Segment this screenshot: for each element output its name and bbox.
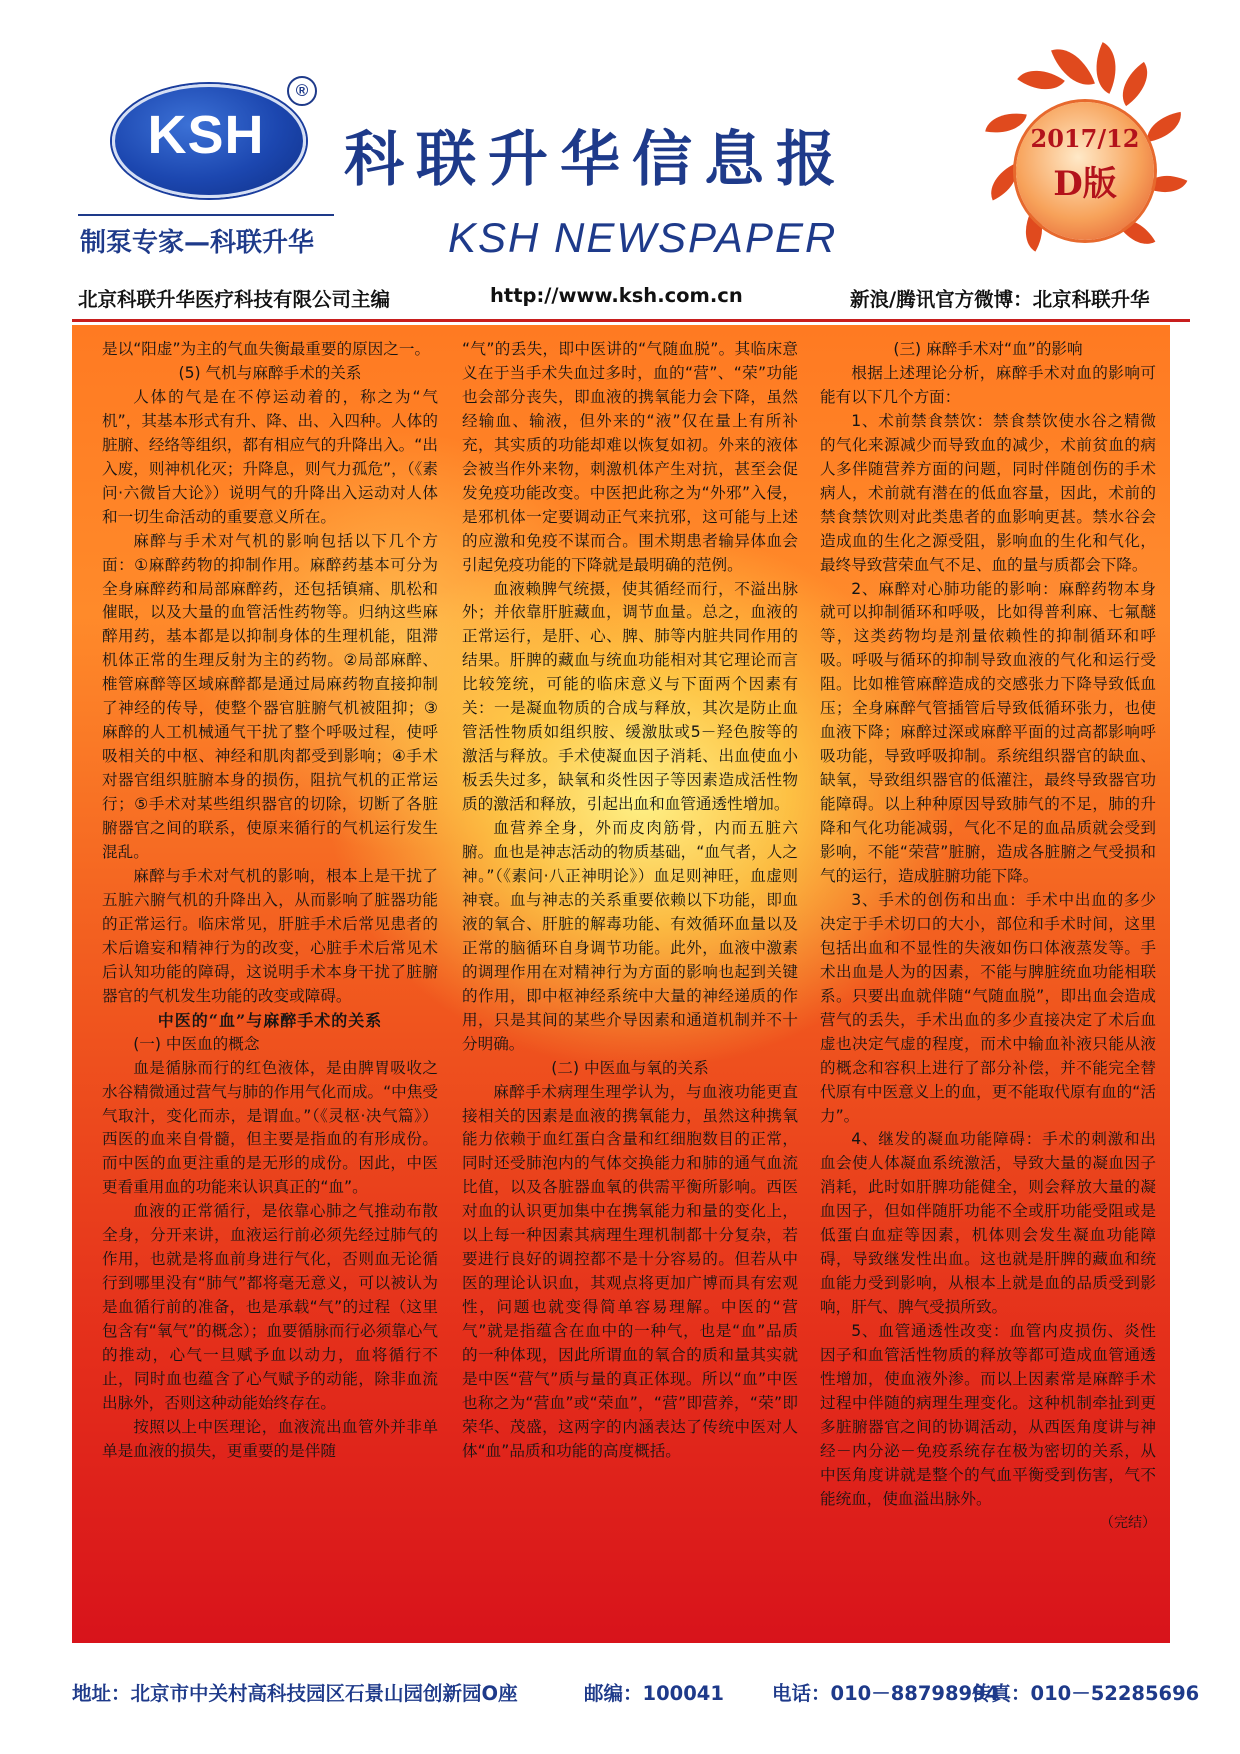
paragraph: “气”的丢失，即中医讲的“气随血脱”。其临床意义在于当手术失血过多时，血的“营”、“荣”功能也会部分丧失，即血液的携氧能力会下降，虽然经输血、输液，但外来的“液”仅在量上有所补充，其实质的功能却难以恢复如初。外来的液体会被当作外来物，刺激机体产生对抗，甚至会促发免疫功能改变。中医把此称之为“外邪”入侵，是邪机体一定要调动正气来抗邪，这可能与上述的应激和免疫不谋而合。围术期患者输异体血会引起免疫功能的下降就是最明确的范例。 bbox=[462, 340, 798, 574]
subheading: (5) 气机与麻醉手术的关系 bbox=[178, 363, 362, 382]
paragraph: 3、手术的创伤和出血：手术中出血的多少决定于手术切口的大小，部位和手术时间，这里包括出血和不显性的失液如伤口体液蒸发等。手术出血是人为的因素，不能与脾脏统血功能相联系。只要出血就伴随“气随血脱”，即出血会造成营气的丢失，手术出血的多少直接决定了术后血虚也决定气虚的程度，而术中输血补液只能从液的概念和容积上进行了部分补偿，并不能完全替代原有中医意义上的血，更不能取代原有血的“活力”。 bbox=[820, 890, 1156, 1125]
issue-date: 2017/12 bbox=[1030, 124, 1140, 153]
paragraph: 人体的气是在不停运动着的，称之为“气机”，其基本形式有升、降、出、入四种。人体的脏腑、经络等组织，都有相应气的升降出入。“出入废，则神机化灭；升降息，则气力孤危”，（《素问·六微旨大论》）说明气的升降出入运动对人体和一切生命活动的重要意义所在。 bbox=[102, 387, 438, 526]
footer-phone: 电话：010－88798994 bbox=[772, 1682, 1000, 1705]
newspaper-title-en: KSH NEWSPAPER bbox=[448, 214, 838, 261]
subheading: (二) 中医血与氧的关系 bbox=[551, 1058, 709, 1077]
website-link[interactable]: http://www.ksh.com.cn bbox=[490, 284, 743, 307]
newspaper-title-cn: 科联升华信息报 bbox=[344, 125, 848, 195]
paragraph: 4、继发的凝血功能障碍：手术的刺激和出血会使人体凝血系统激活，导致大量的凝血因子消耗，此时如肝脾功能健全，则会释放大量的凝血因子，但如伴随肝功能不全或肝功能受阻或是低蛋白血症等因素，机体则会发生凝血功能障碍，导致继发性出血。这也就是肝脾的藏血和统血能力受到影响，从根本上就是血的品质受到影响，肝气、脾气受损所致。 bbox=[820, 1130, 1156, 1317]
issue-badge bbox=[988, 44, 1188, 258]
issue-edition: D版 bbox=[1053, 164, 1117, 204]
article-panel bbox=[72, 325, 1170, 1643]
info-line bbox=[78, 284, 1188, 314]
paragraph: 麻醉手术病理生理学认为，与血液功能更直接相关的因素是血液的携氧能力，虽然这种携氧能力依赖于血红蛋白含量和红细胞数目的正常，同时还受肺泡内的气体交换能力和肺的通气血流比值，以及各脏器血氧的供需平衡所影响。西医对血的认识更加集中在携氧能力和量的变化上，以上每一种因素其病理生理机制都十分复杂，若要进行良好的调控都不是十分容易的。但若从中医的理论认识血，其观点将更加广博而具有宏观性，问题也就变得简单容易理解。中医的“营气”就是指蕴含在血中的一种气，也是“血”品质的一种体现，因此所谓血的氧合的质和量其实就是中医“营气”质与量的真正体现。所以“血”中医也称之为“营血”或“荣血”，“营”即营养，“荣”即荣华、茂盛，这两字的内涵表达了传统中医对人体“血”品质和功能的高度概括。 bbox=[462, 1082, 798, 1460]
paragraph: 血营养全身，外而皮肉筋骨，内而五脏六腑。血也是神志活动的物质基础，“血气者，人之神。”（《素问·八正神明论》）血足则神旺，血虚则神衰。血与神志的关系重要依赖以下功能，即血液的氧合、肝脏的解毒功能、有效循环血量以及正常的脑循环自身调节功能。此外，血液中激素的调理作用在对精神行为方面的影响也起到关键的作用，即中枢神经系统中大量的神经递质的作用，只是其间的某些介导因素和通道机制并不十分明确。 bbox=[462, 819, 798, 1053]
section-heading: 中医的“血”与麻醉手术的关系 bbox=[157, 1010, 383, 1030]
paragraph: 血是循脉而行的红色液体，是由脾胃吸收之水谷精微通过营气与肺的作用气化而成。“中焦受气取汁，变化而赤，是谓血。”（《灵枢·决气篇》）西医的血来自骨髓，但主要是指血的有形成份。而中医的血更注重的是无形的成份。因此，中医更看重用血的功能来认识真正的“血”。 bbox=[102, 1058, 438, 1197]
subheading: (一) 中医血的概念 bbox=[133, 1034, 260, 1053]
article-column-3 bbox=[820, 338, 1156, 1536]
article-column-2 bbox=[462, 338, 798, 1464]
paragraph: 是以“阳虚”为主的气血失衡最重要的原因之一。 bbox=[102, 340, 431, 358]
paragraph: 2、麻醉对心肺功能的影响：麻醉药物本身就可以抑制循环和呼吸，比如得普利麻、七氟醚等，这类药物均是剂量依赖性的抑制循环和呼吸。呼吸与循环的抑制导致血液的气化和运行受阻。比如椎管麻醉造成的交感张力下降导致低血压；全身麻醉气管插管后导致低循环张力，也使血液下降；麻醉过深或麻醉平面的过高都影响呼吸功能，导致呼吸抑制。系统组织器官的缺血、缺氧，导致组织器官的低灌注，最终导致器官功能障碍。以上种种原因导致肺气的不足，肺的升降和气化功能减弱，气化不足的血品质就会受到影响，不能“荣营”脏腑，造成各脏腑之气受损和气的运行，造成脏腑功能下降。 bbox=[820, 579, 1156, 885]
paragraph: 1、术前禁食禁饮：禁食禁饮使水谷之精微的气化来源减少而导致血的减少，术前贫血的病人多伴随营养方面的问题，同时伴随创伤的手术病人，术前就有潜在的低血容量，因此，术前的禁食禁饮则对此类患者的血影响更甚。禁水谷会造成血的生化之源受阻，影响血的生化和气化，最终导致营荣血气不足、血的量与质都会下降。 bbox=[820, 411, 1156, 574]
footer bbox=[72, 1678, 1200, 1714]
ksh-logo bbox=[112, 84, 308, 204]
subheading: (三) 麻醉手术对“血”的影响 bbox=[893, 340, 1083, 358]
paragraph: 血液赖脾气统摄，使其循经而行，不溢出脉外；并依靠肝脏藏血，调节血量。总之，血液的正常运行，是肝、心、脾、肺等内脏共同作用的结果。肝脾的藏血与统血功能相对其它理论而言比较笼统，可能的临床意义与下面两个因素有关：一是凝血物质的合成与释放，其次是防止血管活性物质如组织胺、缓激肽或5－羟色胺等的激活与释放。手术使凝血因子消耗、出血使血小板丢失过多，缺氧和炎性因子等因素造成活性物质的激活和释放，引起出血和血管通透性增加。 bbox=[462, 579, 798, 814]
leaf-icon bbox=[1111, 62, 1159, 106]
publisher: 北京科联升华医疗科技有限公司主编 bbox=[78, 288, 391, 311]
article-column-1 bbox=[102, 338, 438, 1464]
footer-postcode: 邮编：100041 bbox=[584, 1682, 724, 1705]
slogan: 制泵专家—科联升华 bbox=[80, 228, 315, 258]
article-end-mark: （完结） bbox=[1100, 1514, 1156, 1531]
paragraph: 按照以上中医理论，血液流出血管外并非单单是血液的损失，更重要的是伴随 bbox=[102, 1417, 438, 1460]
paragraph: 5、血管通透性改变：血管内皮损伤、炎性因子和血管活性物质的释放等都可造成血管通透性增加，使血液外渗。而以上因素常是麻醉手术过程中伴随的病理生理变化。这种机制牵扯到更多脏腑器官之间的协调活动，从西医角度讲与神经－内分泌－免疫系统存在极为密切的关系，从中医角度讲就是整个的气血平衡受到伤害，气不能统血，使血溢出脉外。 bbox=[820, 1322, 1156, 1508]
paragraph: 麻醉与手术对气机的影响，根本上是干扰了五脏六腑气机的升降出入，从而影响了脏器功能的正常运行。临床常见，肝脏手术后常见患者的术后谵妄和精神行为的改变，心脏手术后常见术后认知功能的障碍，这说明手术本身干扰了脏腑器官的气机发生功能的改变或障碍。 bbox=[102, 866, 438, 1005]
footer-address: 地址：北京市中关村高科技园区石景山园创新园O座 bbox=[72, 1682, 518, 1705]
logo-underline bbox=[78, 214, 334, 216]
paragraph: 麻醉与手术对气机的影响包括以下几个方面：①麻醉药物的抑制作用。麻醉药基本可分为全身麻醉药和局部麻醉药，还包括镇痛、肌松和催眠，以及大量的血管活性药物等。归纳这些麻醉用药，基本都是以抑制身体的生理机能，阻滞机体正常的生理反射为主的药物。②局部麻醉、椎管麻醉等区域麻醉都是通过局麻药物直接抑制了神经的传导，使整个器官脏腑气机被阻抑；③麻醉的人工机械通气干扰了整个呼吸过程，使呼吸相关的中枢、神经和肌肉都受到影响；④手术对器官组织脏腑本身的损伤，阻抗气机的正常运行；⑤手术对某些组织器官的切除，切断了各脏腑器官之间的联系，使原来循行的气机运行发生混乱。 bbox=[102, 531, 438, 862]
paragraph: 根据上述理论分析，麻醉手术对血的影响可能有以下几个方面： bbox=[820, 363, 1156, 406]
paragraph: 血液的正常循行，是依靠心肺之气推动布散全身，分开来讲，血液运行前必须先经过肺气的作用，也就是将血前身进行气化，否则血无论循行到哪里没有“肺气”都将毫无意义，可以被认为是血循行前的准备，也是承载“气”的过程（这里包含有“氧气”的概念）；血要循脉而行必须靠心气的推动，心气一旦赋予血以动力，血将循行不止，同时血也蕴含了心气赋予的动能，除非血流出脉外，否则这种动能始终存在。 bbox=[102, 1202, 438, 1412]
header-divider bbox=[72, 319, 1190, 322]
weibo-info: 新浪/腾讯官方微博：北京科联升华 bbox=[850, 288, 1150, 311]
logo-text: KSH bbox=[147, 105, 265, 165]
footer-fax: 传真：010－52285696 bbox=[972, 1682, 1200, 1705]
registered-mark-icon: ® bbox=[287, 76, 317, 106]
leaf-icon bbox=[1084, 42, 1128, 94]
